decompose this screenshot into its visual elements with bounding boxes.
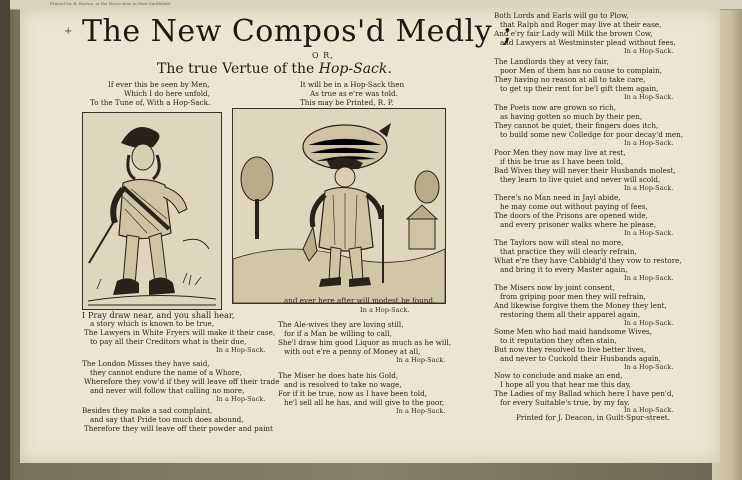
right-verse-line: Some Men who had maid handsome Wives, (494, 327, 652, 336)
right-refrain: In a Hop-Sack. (624, 47, 674, 55)
right-verse-line: Poor Men they now may live at rest, (494, 148, 626, 157)
right-verse-line: The Taylors now will steal no more, (494, 238, 624, 247)
left-verse-line: The London Misses they have said, (82, 359, 210, 368)
binding-edge (0, 0, 10, 480)
left-verse-line: I Pray draw near, and you shall hear, (82, 310, 235, 320)
right-verse-line: The Ladies of my Ballad which here I have pen'd, (494, 389, 674, 398)
right-verse-line: for every Suitable's true, by my fay. (500, 398, 630, 407)
middle-refrain: In a Hop-Sack. (396, 356, 446, 364)
right-verse-line: And e'ry fair Lady will Milk the brown Cow, (494, 29, 653, 38)
left-verse-line: a story which is known to be true, (90, 319, 215, 328)
right-verse-line: The Poets now are grown so rich, (494, 103, 617, 112)
right-verse-line: to build some new Colledge for poor decay'd men, (500, 130, 684, 139)
right-refrain: In a Hop-Sack. (624, 363, 674, 371)
middle-refrain: In a Hop-Sack. (396, 407, 446, 415)
right-verse-line: that Ralph and Roger may live at their ease, (500, 20, 662, 29)
right-verse-line: The doors of the Prisons are opened wide, (494, 211, 648, 220)
left-refrain: In a Hop-Sack. (216, 395, 266, 403)
imprint: Printed for J. Deacon, in Guilt-Spur-street. (516, 413, 670, 422)
right-verse-line: Now to conclude and make an end, (494, 371, 623, 380)
right-verse-line: The Misers now by joint consent, (494, 283, 615, 292)
right-verse-line: they learn to live quiet and never will scold, (500, 175, 661, 184)
intro-left-3: To the Tune of, With a Hop-Sack. (90, 98, 211, 107)
right-verse-line: Bad Wives they will never their Husbands molest, (494, 166, 676, 175)
right-verse-line: if this be true as I have been told, (500, 157, 623, 166)
right-verse-line: restoring them all their apparel again, (500, 310, 641, 319)
left-verse-line: The Lawyers in White Fryers will make it their case, (84, 328, 276, 337)
right-refrain: In a Hop-Sack. (624, 229, 674, 237)
subtitle-main: The true Vertue of the (157, 61, 319, 77)
left-verse-line: Wherefore they vow'd if they will leave off their trade (84, 377, 280, 386)
right-verse-line: and Lawyers at Westminster plead without fees, (500, 38, 676, 47)
top-strip-text: Printed for R. Burton, at the Horse-shoe in West-Smithfield (50, 1, 170, 6)
left-verse-line: to pay all their Creditors what is their due, (90, 337, 247, 346)
right-refrain: In a Hop-Sack. (624, 319, 674, 327)
right-verse-line: and bring it to every Master again, (500, 265, 628, 274)
right-verse-line: And likewise forgive them the Money they lent, (494, 301, 667, 310)
hop-sack-illustration (233, 109, 445, 303)
left-verse-line: and never will follow that calling no more, (90, 386, 245, 395)
right-verse-line: to it reputation they often stain, (500, 336, 617, 345)
right-refrain: In a Hop-Sack. (624, 274, 674, 282)
woodcut-cavalier (82, 112, 222, 310)
right-verse-line: to get up their rent for be'l gift them again, (500, 84, 659, 93)
subtitle-italic: Hop-Sack. (318, 61, 392, 77)
right-verse-line: Both Lords and Earls will go to Plow, (494, 11, 629, 20)
middle-verse-line: he'l sell all he has, and will give to the poor, (284, 398, 445, 407)
woodcut-hop-sack-man (232, 108, 446, 304)
right-verse-line: I hope all you that hear me this day, (500, 380, 631, 389)
right-refrain: In a Hop-Sack. (624, 184, 674, 192)
right-verse-line: he may come out without paying of fees, (500, 202, 648, 211)
middle-verse-line: and is resolved to take no wage, (284, 380, 402, 389)
left-refrain: In a Hop-Sack. (216, 346, 266, 354)
cavalier-illustration (83, 113, 221, 309)
middle-verse-line: She'l draw him good Liquor as much as he will, (278, 338, 452, 347)
right-verse-line: and never to Cuckold their Husbands again, (500, 354, 662, 363)
middle-verse-line: The Miser he does hate his Gold, (278, 371, 399, 380)
left-verse-line: they cannot endure the name of a Whore, (90, 368, 242, 377)
intro-left-2: Which I do here unfold, (124, 89, 210, 98)
middle-verse-line: The Ale-wives they are loving still, (278, 320, 404, 329)
right-verse-line: and every prisoner walks where he please, (500, 220, 657, 229)
left-verse-line: and say that Pride too much does abound, (90, 415, 244, 424)
ballad-title: The New Compos'd Medly ; (82, 14, 513, 49)
intro-left-1: If ever this be seen by Men, (108, 80, 210, 89)
intro-right-1: It will be in a Hop-Sack then (300, 80, 405, 89)
right-verse-line: They cannot be quiet, their fingers does itch, (494, 121, 659, 130)
title-or: O R, (312, 51, 334, 60)
margin-mark: + (64, 26, 73, 37)
right-refrain: In a Hop-Sack. (624, 139, 674, 147)
right-verse-line: The Landlords they at very fair, (494, 57, 609, 66)
right-verse-line: as having gotten so much by their pen, (500, 112, 643, 121)
right-verse-line: They having no reason at all to take care, (494, 75, 646, 84)
left-verse-line: Therefore they will leave off their powder and paint (84, 424, 273, 433)
middle-verse-line: for if a Man be willing to call, (284, 329, 392, 338)
middle-verse-line: and ever here after will modest be found, (284, 296, 436, 305)
right-verse-line: from griping poor men they will refrain, (500, 292, 646, 301)
right-verse-line: poor Men of them has no cause to complain, (500, 66, 663, 75)
middle-verse-line: with out e're a penny of Money at all, (284, 347, 421, 356)
middle-refrain: In a Hop-Sack. (360, 306, 410, 314)
left-verse-line: Besides they make a sad complaint, (82, 406, 213, 415)
right-verse-line: that practice they will clearly refrain, (500, 247, 637, 256)
intro-right-3: This may be Printed, R. P. (300, 98, 394, 107)
ballad-subtitle (157, 61, 392, 77)
intro-right-2: As true as e're was told. (310, 89, 398, 98)
right-verse-line: What e're they have Cabbidg'd they vow to restore, (494, 256, 682, 265)
right-refrain: In a Hop-Sack. (624, 93, 674, 101)
broadside-sheet (20, 8, 720, 463)
middle-verse-line: For if it be true, now as I have been told, (278, 389, 427, 398)
right-verse-line: But now they resolved to live better lives, (494, 345, 646, 354)
right-verse-line: There's no Man need in Jayl abide, (494, 193, 621, 202)
right-refrain: In a Hop-Sack. (624, 406, 674, 414)
